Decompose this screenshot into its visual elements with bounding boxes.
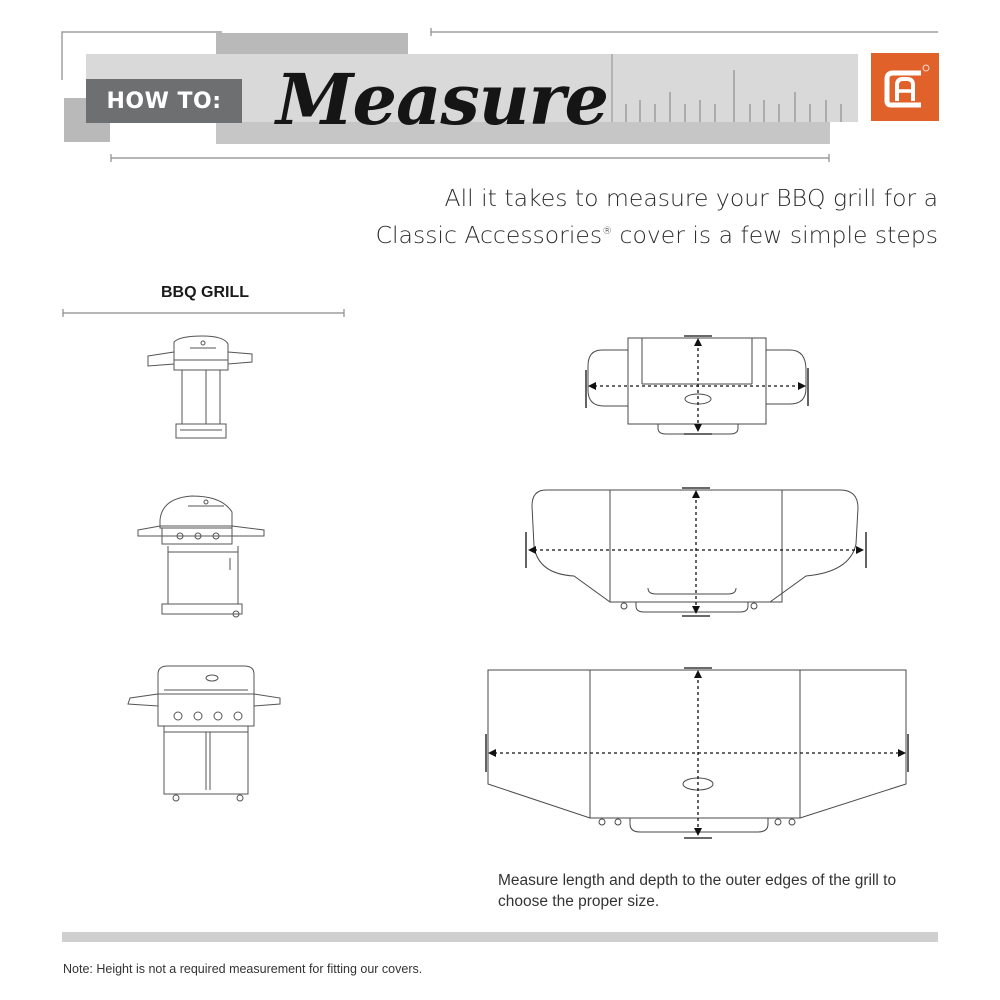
registered-mark: ® <box>602 226 613 237</box>
brand-name: Classic Accessories <box>375 220 603 249</box>
how-to-badge: HOW TO: <box>86 79 242 123</box>
intro-line-2-rest: cover is a few simple steps <box>612 220 938 249</box>
large-cabinet-grill-icon <box>124 660 284 810</box>
intro-line-1: All it takes to measure your BBQ grill for a <box>444 184 938 212</box>
pedestal-grill-icon <box>140 330 260 450</box>
large-cabinet-grill-top-view-diagram-icon <box>480 662 920 842</box>
measure-instructions: Measure length and depth to the outer edges of the grill to choose the proper size. <box>498 872 897 910</box>
height-note: Note: Height is not a required measurement for fitting our covers. <box>63 962 423 976</box>
page-title: Measure <box>276 58 609 141</box>
divider-bar <box>62 932 938 942</box>
cart-grill-top-view-diagram-icon <box>520 484 880 624</box>
bbq-grill-heading-rule <box>0 305 1000 325</box>
intro-line-2 <box>338 215 938 252</box>
pedestal-grill-top-view-diagram-icon <box>580 332 840 442</box>
classic-accessories-logo-icon <box>871 53 939 121</box>
cart-grill-icon <box>132 490 272 620</box>
bbq-grill-heading: BBQ GRILL <box>161 284 249 301</box>
intro-text <box>338 182 938 252</box>
